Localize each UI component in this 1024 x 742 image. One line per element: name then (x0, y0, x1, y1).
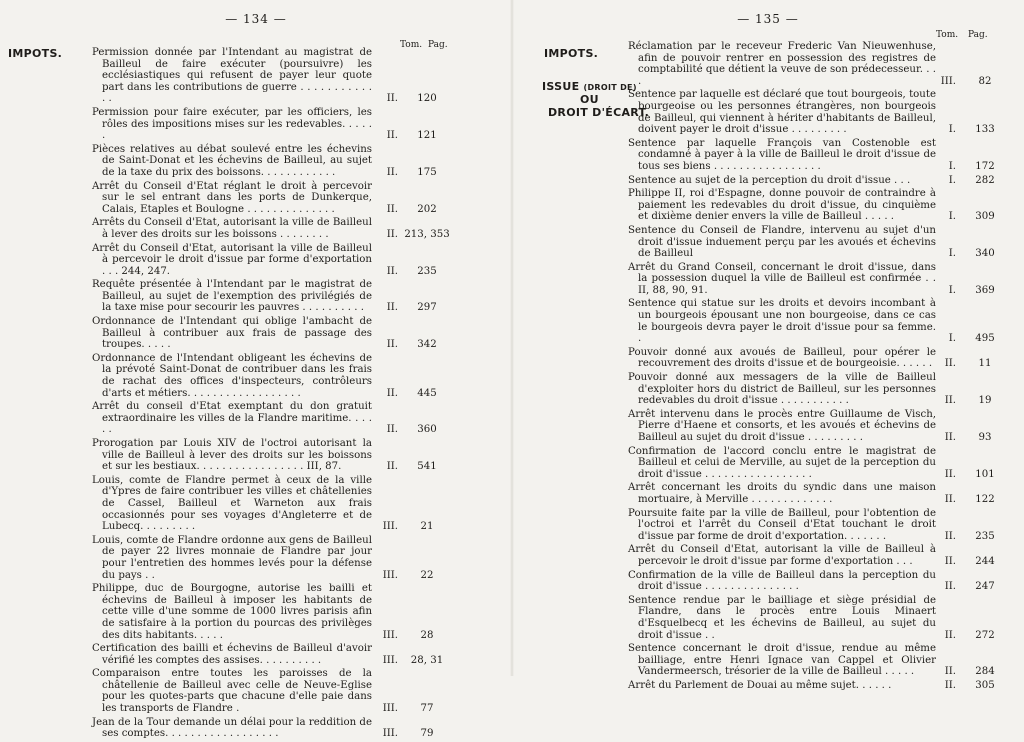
index-entry (92, 316, 450, 351)
index-entry (628, 409, 1008, 444)
entry-text: Ordonnance de l'Intendant qui oblige l'ambacht de Bailleul à contribuer aux frais de passage des troupes. . . . . (92, 316, 372, 351)
entry-text: Sentence du Conseil de Flandre, intervenu au sujet d'un droit d'issue induement perçu par les avoués et échevins de Bailleul (628, 224, 936, 260)
entry-text: Arrêt du Conseil d'Etat, autorisant la ville de Bailleul à percevoir le droit d'issue par forme d'exportation . . . (628, 544, 936, 567)
entry-text: Arrêts du Conseil d'Etat, autorisant la ville de Bailleul à lever des droits sur les boissons . . . . . . . . (92, 217, 372, 240)
entry-page: 445 (417, 387, 437, 399)
entry-tome: II. (944, 395, 956, 407)
index-entry (628, 595, 1008, 641)
entry-text: Permission donnée par l'Intendant au magistrat de Bailleul de faire exécuter (poursuivre) les ecclésiastiques qui refusent de payer leur quote part dans les contributions de guerre . . . . . . . . . . . . . (92, 47, 372, 105)
entry-tome: II. (386, 228, 398, 240)
entry-text: Arrêt du Conseil d'Etat, autorisant la ville de Bailleul à percevoir le droit d'issue par forme d'exportation . . . 244, 247. (92, 242, 372, 277)
index-entry (92, 353, 450, 399)
entry-page: 11 (978, 358, 992, 370)
entry-page: 79 (420, 728, 434, 740)
index-entry (628, 446, 1008, 481)
entry-tome: III. (940, 75, 956, 87)
entry-text: Louis, comte de Flandre permet à ceux de la ville d'Ypres de faire contribuer les villes et châtellenies de Cassel, Bailleul et Warneton aux frais occasionnés pour ses voyages d'Angleterre et de Lubecq. . . . . . . . . (92, 474, 372, 533)
entry-tome: II. (386, 130, 398, 142)
entry-tome: I. (948, 211, 956, 223)
entry-page: 175 (417, 166, 437, 178)
index-entry (92, 144, 450, 179)
index-entry (628, 347, 1008, 370)
index-entry (92, 107, 450, 142)
entry-page: 369 (975, 284, 995, 296)
index-entry (628, 544, 1008, 567)
entry-page: 202 (417, 203, 437, 215)
entry-page: 244 (975, 555, 995, 567)
entry-page: 305 (975, 679, 995, 691)
section-label-issue-paren: (DROIT DE) (583, 83, 637, 92)
entry-text: Arrêt du conseil d'Etat exemptant du don gratuit extraordinaire les villes de la Flandre maritime. . . . . . (92, 401, 372, 436)
entry-text: Sentence qui statue sur les droits et devoirs incombant à un bourgeois épousant une non bourgeoise, dans ce cas le bourgeois devra payer le droit d'issue pour sa femme. . (628, 298, 936, 345)
entry-text: Arrêt du Conseil d'Etat réglant le droit à percevoir sur le sel entrant dans les ports de Dunkerque, Calais, Etaples et Boulogne . . . . . . . . . . . . . . (92, 180, 372, 215)
entry-page: 82 (978, 75, 992, 87)
section-label-impots: IMPOTS. (544, 47, 599, 60)
index-entry (628, 175, 1008, 187)
index-entry (628, 225, 1008, 260)
entry-text: Arrêt du Parlement de Douai au même sujet. . . . . . (628, 679, 892, 691)
entry-text: Sentence rendue par le bailliage et siège présidial de Flandre, dans le procès entre Louis Minaert d'Esquelbecq et les échevins de Bailleul, au sujet du droit d'issue . . (628, 594, 936, 641)
index-entry (92, 717, 450, 740)
index-entries (92, 47, 450, 742)
entry-tome: I. (948, 333, 956, 345)
entry-tome: II. (944, 629, 956, 641)
right-page (512, 0, 1024, 691)
index-entry (628, 138, 1008, 173)
section-label-impots: IMPOTS. (8, 47, 63, 60)
entry-text: Certification des bailli et échevins de Bailleul d'avoir vérifié les comptes des assises. . . . . . . . . . (92, 643, 372, 666)
page-number: — 134 — (225, 12, 287, 26)
entry-page: 541 (417, 461, 437, 473)
entry-text: Louis, comte de Flandre ordonne aux gens de Bailleul de payer 22 livres monnaie de Flandre par jour pour l'entretien des hommes levés pour la défense du pays . . (92, 534, 372, 581)
entry-tome: III. (382, 654, 398, 666)
entry-page: 247 (975, 581, 995, 593)
entry-tome: III. (382, 629, 398, 641)
entry-text: Sentence par laquelle est déclaré que tout bourgeois, toute bourgeoise ou les personnes étrangères, non bourgeois de Bailleul, qui viennent à hériter d'habitants de Bailleul, doivent payer le droit d'issue . . . . . . . . . (628, 89, 936, 136)
index-entry (628, 508, 1008, 543)
index-entry (628, 89, 1008, 135)
entry-text: Philippe II, roi d'Espagne, donne pouvoir de contraindre à paiement les redevables du droit d'issue, du cinquième et dixième denier envers la ville de Bailleul . . . . . (628, 188, 936, 223)
entry-text: Requête présentée à l'Intendant par le magistrat de Bailleul, au sujet de l'exemption des privilégiés de la taxe mise pour secourir les pauvres . . . . . . . . . . (92, 279, 372, 314)
entry-text: Poursuite faite par la ville de Bailleul, pour l'obtention de l'octroi et l'arrêt du Conseil d'Etat touchant le droit d'issue par forme de droit d'exportation. . . . . . . (628, 507, 936, 542)
entry-tome: III. (382, 569, 398, 581)
entry-tome: II. (386, 339, 398, 351)
entry-tome: III. (382, 703, 398, 715)
entry-tome: II. (386, 265, 398, 277)
entry-text: Jean de la Tour demande un délai pour la reddition de ses comptes. . . . . . . . . . . . . . . . . . (92, 716, 372, 740)
entry-page: 133 (975, 124, 995, 136)
entry-tome: I. (948, 174, 956, 186)
entry-page: 172 (975, 160, 995, 172)
entry-page: 297 (417, 302, 437, 314)
entry-page: 28, 31 (410, 654, 444, 666)
entry-text: Pièces relatives au débat soulevé entre les échevins de Saint-Donat et les échevins de Bailleul, au sujet de la taxe du prix des boissons. . . . . . . . . . . . (92, 143, 372, 178)
entry-page: 22 (420, 569, 434, 581)
index-entry (628, 643, 1008, 678)
entry-page: 340 (975, 248, 995, 260)
entry-page: 77 (420, 703, 434, 715)
index-entry (92, 243, 450, 278)
index-entry (628, 680, 1008, 692)
entry-page: 272 (975, 629, 995, 641)
column-header-pag: Pag. (968, 30, 988, 40)
column-header-pag: Pag. (428, 40, 448, 50)
entry-text: Philippe, duc de Bourgogne, autorise les bailli et échevins de Bailleul à imposer les habitants de cette ville d'une somme de 1000 livres parisis afin de satisfaire à la portion du pourcas des privilèges des dits habitants. . . . . (92, 583, 372, 641)
entry-tome: II. (386, 461, 398, 473)
entry-tome: II. (944, 468, 956, 480)
entry-tome: I. (948, 160, 956, 172)
index-entry (92, 438, 450, 473)
entry-tome: II. (944, 432, 956, 443)
entry-page: 28 (420, 629, 434, 641)
entry-text: Sentence par laquelle François van Costenoble est condamné à payer à la ville de Bailleul le droit d'issue de tous ses biens . . . . . . . . . . . . . . . . . (628, 137, 936, 172)
entry-tome: II. (944, 581, 956, 593)
entry-tome: III. (382, 521, 398, 533)
index-entry (628, 298, 1008, 344)
index-entry (628, 570, 1008, 593)
entry-text: Comparaison entre toutes les paroisses de la châtellenie de Bailleul avec celle de Neuve-Eglise pour les quotes-parts que chacune d'elle paie dans les transports de Flandre . (92, 668, 372, 715)
entry-text: Prorogation par Louis XIV de l'octroi autorisant la ville de Bailleul à lever des droits sur les boissons et sur les bestiaux. . . . . . . . . . . . . . . . . III, 87. (92, 438, 372, 473)
entry-tome: II. (944, 666, 956, 678)
entry-text: Arrêt concernant les droits du syndic dans une maison mortuaire, à Merville . . . . . . . . . . . . . (628, 482, 936, 505)
entry-page: 495 (975, 333, 995, 345)
entry-text: Arrêt intervenu dans le procès entre Guillaume de Visch, Pierre d'Haene et consorts, et les avoués et échevins de Bailleul au sujet du droit d'issue . . . . . . . . . (628, 408, 936, 443)
entry-page: 120 (417, 93, 437, 105)
entry-tome: II. (386, 302, 398, 314)
index-entry (92, 217, 450, 240)
entry-page: 93 (978, 432, 992, 443)
entry-tome: III. (382, 728, 398, 740)
entry-page: 282 (975, 174, 995, 186)
entry-page: 360 (417, 424, 437, 436)
entry-tome: I. (948, 284, 956, 296)
entry-tome: II. (944, 493, 956, 505)
column-header-tom: Tom. (400, 40, 423, 50)
entry-tome: II. (944, 358, 956, 370)
entry-text: Confirmation de l'accord conclu entre le magistrat de Bailleul et celui de Merville, au sujet de la perception du droit d'issue . . . . . . . . . . . . . . . . . (628, 445, 936, 480)
entry-text: Arrêt du Grand Conseil, concernant le droit d'issue, dans la possession duquel la ville de Bailleul est confirmée . . II, 88, 90, 91. (628, 261, 936, 296)
section-label-droit-ecart: DROIT D'ÉCART. (548, 106, 650, 119)
column-header-tom: Tom. (936, 30, 959, 40)
entry-tome: II. (386, 166, 398, 178)
section-label-issue-word: ISSUE (542, 80, 580, 93)
entry-tome: II. (944, 555, 956, 567)
entry-tome: II. (944, 679, 956, 691)
entry-page: 235 (417, 265, 437, 277)
entry-text: Réclamation par le receveur Frederic Van Nieuwenhuse, afin de pouvoir rentrer en possession des registres de comptabilité que détient la veuve de son prédecesseur. . . . (628, 41, 936, 87)
index-entry (92, 47, 450, 105)
index-entry (92, 181, 450, 216)
page-number: — 135 — (737, 12, 799, 26)
entry-page: 19 (978, 395, 992, 407)
entry-tome: II. (386, 387, 398, 399)
index-entry (92, 475, 450, 533)
entry-page: 101 (975, 468, 995, 480)
entry-page: 213, 353 (404, 228, 450, 240)
index-entry (92, 583, 450, 641)
section-label-ou: OU (580, 93, 599, 106)
entry-text: Sentence au sujet de la perception du droit d'issue . . . (628, 174, 911, 186)
entry-text: Pouvoir donné aux messagers de la ville de Bailleul d'exploiter hors du district de Bailleul, sur les personnes redevables du droit d'issue . . . . . . . . . . . (628, 372, 936, 407)
entry-page: 21 (420, 521, 434, 533)
index-entry (628, 188, 1008, 223)
index-entry (92, 401, 450, 436)
left-page (0, 0, 512, 740)
index-entry (92, 279, 450, 314)
entry-page: 284 (975, 666, 995, 678)
entry-page: 235 (975, 530, 995, 542)
entry-page: 309 (975, 211, 995, 223)
index-entry (92, 668, 450, 714)
entry-tome: II. (386, 93, 398, 105)
entry-tome: II. (386, 424, 398, 436)
index-entries (628, 41, 1008, 693)
index-entry (92, 643, 450, 666)
entry-page: 122 (975, 493, 995, 505)
entry-text: Sentence concernant le droit d'issue, rendue au même bailliage, entre Henri Ignace van Cappel et Olivier Vandermeersch, trésorier de la ville de Bailleul . . . . . (628, 643, 936, 678)
entry-page: 342 (417, 339, 437, 351)
entry-text: Permission pour faire exécuter, par les officiers, les rôles des impositions mises sur les redevables. . . . . . (92, 106, 372, 142)
entry-text: Confirmation de la ville de Bailleul dans la perception du droit d'issue . . . . . . . . . . . . . . . (628, 569, 936, 593)
index-entry (628, 41, 1008, 87)
entry-tome: II. (944, 530, 956, 542)
entry-text: Ordonnance de l'Intendant obligeant les échevins de la prévoté Saint-Donat de contribuer dans les frais de rachat des offices d'inspecteurs, contrôleurs d'arts et métiers. . . . . . . . . . . . . . . . . . (92, 352, 372, 399)
index-entry (628, 372, 1008, 407)
entry-text: Pouvoir donné aux avoués de Bailleul, pour opérer le recouvrement des droits d'issue et de bourgeoisie. . . . . . (628, 346, 936, 370)
index-entry (628, 482, 1008, 505)
index-entry (628, 262, 1008, 297)
index-entry (92, 535, 450, 581)
entry-tome: I. (948, 124, 956, 136)
entry-page: 121 (417, 130, 437, 142)
entry-tome: II. (386, 203, 398, 215)
entry-tome: I. (948, 248, 956, 260)
